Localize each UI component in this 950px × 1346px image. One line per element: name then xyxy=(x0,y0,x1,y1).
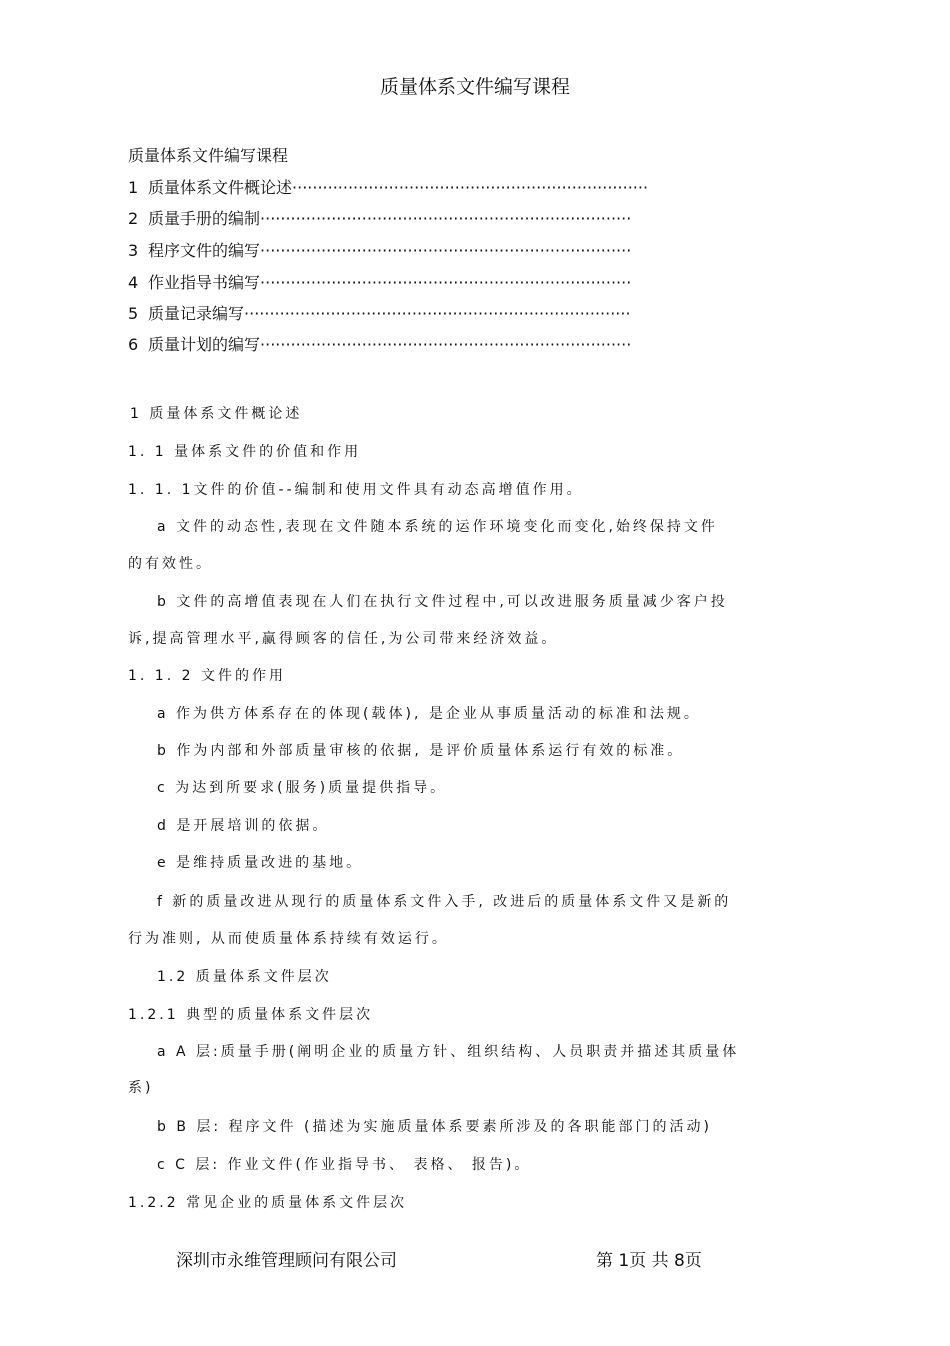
toc-item xyxy=(128,332,631,355)
list-item: e 是维持质量改进的基地。 xyxy=(157,855,364,871)
toc-item-text: 质量计划的编写 xyxy=(148,335,261,354)
list-item: f 新的质量改进从现行的质量体系文件入手, 改进后的质量体系文件又是新的 xyxy=(157,894,732,910)
toc-item-number: 2 xyxy=(128,209,139,228)
list-item: d 是开展培训的依据。 xyxy=(157,818,330,834)
list-item: a A 层:质量手册(阐明企业的质量方针、组织结构、人员职责并描述其质量体 xyxy=(157,1044,740,1060)
paragraph-line: 1. 1. 1文件的价值--编制和使用文件具有动态高增值作用。 xyxy=(128,482,584,498)
toc-item xyxy=(128,270,631,293)
toc-item-leader: ········································································· xyxy=(260,273,632,292)
toc-item-text: 质量体系文件概论述 xyxy=(148,178,293,197)
paragraph-line: 系) xyxy=(128,1080,154,1096)
toc-item-leader: ········································································· xyxy=(260,241,632,260)
list-item: c C 层: 作业文件(作业指导书、 表格、 报告)。 xyxy=(157,1157,532,1173)
subsection-heading: 1. 1 量体系文件的价值和作用 xyxy=(128,444,362,460)
toc-item-number: 6 xyxy=(128,335,139,354)
toc-item xyxy=(128,206,631,229)
paragraph-line: 行为准则, 从而使质量体系持续有效运行。 xyxy=(128,931,449,947)
subsection-heading: 1.2 质量体系文件层次 xyxy=(157,969,332,985)
list-item: b B 层: 程序文件 (描述为实施质量体系要素所涉及的各职能部门的活动) xyxy=(157,1119,712,1135)
section-heading: 1 质量体系文件概论述 xyxy=(130,406,303,422)
toc-item xyxy=(128,301,631,324)
toc-item-number: 3 xyxy=(128,241,139,260)
toc-item-text: 程序文件的编写 xyxy=(148,241,261,260)
toc-item-text: 质量手册的编制 xyxy=(148,209,261,228)
toc-item-leader: ········································································· xyxy=(260,335,632,354)
subsection-heading: 1.2.1 典型的质量体系文件层次 xyxy=(128,1007,374,1023)
paragraph-line: 诉,提高管理水平,赢得顾客的信任,为公司带来经济效益。 xyxy=(128,631,559,647)
subsection-heading: 1.2.2 常见企业的质量体系文件层次 xyxy=(128,1195,408,1211)
list-item: b 作为内部和外部质量审核的依据, 是评价质量体系运行有效的标准。 xyxy=(157,743,685,759)
toc-item-leader: ········································································· xyxy=(260,209,632,228)
footer-company: 深圳市永维管理顾问有限公司 xyxy=(176,1251,397,1271)
toc-item xyxy=(128,175,648,198)
toc-item-number: 5 xyxy=(128,304,139,323)
toc-item-leader: ······································································ xyxy=(292,178,649,197)
paragraph-line: b 文件的高增值表现在人们在执行文件过程中,可以改进服务质量减少客户投 xyxy=(157,594,728,610)
paragraph-line: 的有效性。 xyxy=(128,556,213,572)
toc-item-text: 作业指导书编写 xyxy=(148,273,261,292)
list-item: c 为达到所要求(服务)质量提供指导。 xyxy=(157,780,448,796)
toc-item-number: 1 xyxy=(128,178,139,197)
toc-item-text: 质量记录编写 xyxy=(148,304,245,323)
toc-heading: 质量体系文件编写课程 xyxy=(128,146,289,165)
subsection-heading: 1. 1. 2 文件的作用 xyxy=(128,668,286,684)
list-item: a 作为供方体系存在的体现(载体), 是企业从事质量活动的标准和法规。 xyxy=(157,706,701,722)
toc-item-leader: ············································································ xyxy=(244,304,631,323)
toc-item xyxy=(128,238,631,261)
paragraph-line: a 文件的动态性,表现在文件随本系统的运作环境变化而变化,始终保持文件 xyxy=(157,519,718,535)
footer-page-number: 第 1页 共 8页 xyxy=(596,1251,702,1271)
page-title: 质量体系文件编写课程 xyxy=(379,76,570,98)
toc-item-number: 4 xyxy=(128,273,139,292)
